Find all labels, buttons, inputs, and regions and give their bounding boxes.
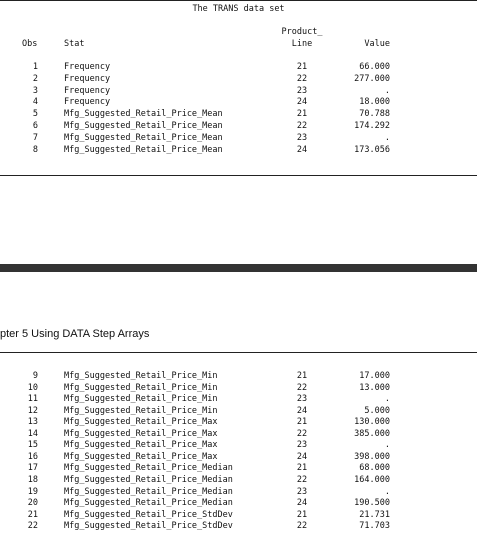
- obs-cell: 7: [32, 132, 38, 143]
- table-row: [0, 475, 477, 487]
- stat-cell: Mfg_Suggested_Retail_Price_Min: [64, 382, 218, 393]
- value-cell: .: [384, 394, 390, 405]
- value-cell: 5.000: [364, 405, 390, 416]
- stat-cell: Mfg_Suggested_Retail_Price_Mean: [64, 132, 223, 143]
- product-line-cell: 21: [296, 62, 308, 72]
- value-cell: 66.000: [359, 62, 390, 72]
- product-line-cell: 22: [296, 521, 308, 532]
- table-row: [0, 487, 477, 499]
- page-bottom-rule: [0, 175, 477, 176]
- stat-cell: Mfg_Suggested_Retail_Price_StdDev: [64, 521, 233, 532]
- product-line-cell: 23: [296, 85, 308, 96]
- table-row: [0, 417, 477, 429]
- stat-cell: Frequency: [64, 62, 111, 72]
- obs-cell: 16: [27, 451, 38, 462]
- value-cell: .: [384, 440, 390, 451]
- value-cell: 174.292: [354, 121, 390, 131]
- obs-cell: 6: [32, 121, 38, 131]
- value-cell: 277.000: [354, 73, 390, 84]
- table-row: [0, 394, 477, 406]
- stat-cell: Frequency: [64, 97, 111, 108]
- stat-cell: Mfg_Suggested_Retail_Price_Max: [64, 440, 218, 451]
- stat-cell: Mfg_Suggested_Retail_Price_Median: [64, 498, 233, 509]
- header-product-line-1: Product_: [281, 27, 323, 37]
- stat-cell: Mfg_Suggested_Retail_Price_Mean: [64, 121, 223, 131]
- product-line-cell: 22: [296, 382, 308, 393]
- product-line-cell: 21: [296, 509, 308, 520]
- table-row: [0, 62, 477, 74]
- value-cell: 18.000: [359, 97, 390, 108]
- table-row: [0, 521, 477, 533]
- product-line-cell: 23: [296, 394, 308, 405]
- value-cell: 13.000: [359, 382, 390, 393]
- top-border: [0, 0, 477, 1]
- page-title: The TRANS data set: [192, 4, 285, 14]
- page-break-band: [0, 264, 477, 272]
- table-row: [0, 86, 477, 98]
- obs-cell: 2: [32, 73, 38, 84]
- product-line-cell: 24: [296, 405, 308, 416]
- value-cell: 17.000: [359, 371, 390, 381]
- product-line-cell: 23: [296, 440, 308, 451]
- table-row: [0, 383, 477, 395]
- value-cell: 164.000: [354, 474, 390, 485]
- product-line-cell: 21: [296, 417, 308, 428]
- stat-cell: Mfg_Suggested_Retail_Price_Median: [64, 486, 233, 497]
- value-cell: .: [384, 85, 390, 96]
- header-obs: Obs: [22, 39, 38, 49]
- chapter-heading: pter 5 Using DATA Step Arrays: [0, 328, 150, 340]
- obs-cell: 22: [27, 521, 38, 532]
- value-cell: 130.000: [354, 417, 390, 428]
- header-stat: Stat: [64, 39, 85, 49]
- value-cell: 68.000: [359, 463, 390, 474]
- table-row: [0, 406, 477, 418]
- table-row: [0, 133, 477, 145]
- stat-cell: Mfg_Suggested_Retail_Price_Min: [64, 371, 218, 381]
- stat-cell: Mfg_Suggested_Retail_Price_Mean: [64, 109, 223, 120]
- table-row: [0, 145, 477, 157]
- stat-cell: Mfg_Suggested_Retail_Price_Mean: [64, 144, 223, 155]
- obs-cell: 11: [27, 394, 38, 405]
- obs-cell: 9: [32, 371, 38, 381]
- product-line-cell: 22: [296, 121, 308, 131]
- table-row: [0, 510, 477, 522]
- obs-cell: 15: [27, 440, 38, 451]
- value-cell: .: [384, 486, 390, 497]
- obs-cell: 4: [32, 97, 38, 108]
- product-line-cell: 22: [296, 73, 308, 84]
- value-cell: 71.703: [359, 521, 390, 532]
- product-line-cell: 22: [296, 428, 308, 439]
- stat-cell: Mfg_Suggested_Retail_Price_Max: [64, 428, 218, 439]
- product-line-cell: 24: [296, 144, 308, 155]
- table-row: [0, 440, 477, 452]
- product-line-cell: 24: [296, 451, 308, 462]
- stat-cell: Mfg_Suggested_Retail_Price_Max: [64, 417, 218, 428]
- product-line-cell: 24: [296, 498, 308, 509]
- obs-cell: 3: [32, 85, 38, 96]
- product-line-cell: 21: [296, 109, 308, 120]
- obs-cell: 8: [32, 144, 38, 155]
- stat-cell: Frequency: [64, 85, 111, 96]
- product-line-cell: 21: [296, 371, 308, 381]
- table-row: [0, 429, 477, 441]
- stat-cell: Frequency: [64, 73, 111, 84]
- obs-cell: 10: [27, 382, 38, 393]
- stat-cell: Mfg_Suggested_Retail_Price_Min: [64, 394, 218, 405]
- obs-cell: 18: [27, 474, 38, 485]
- stat-cell: Mfg_Suggested_Retail_Price_Max: [64, 451, 218, 462]
- obs-cell: 1: [32, 62, 38, 72]
- table-row: [0, 498, 477, 510]
- product-line-cell: 23: [296, 486, 308, 497]
- table-row: [0, 109, 477, 121]
- table-row: [0, 97, 477, 109]
- value-cell: 70.788: [359, 109, 390, 120]
- table-row: [0, 121, 477, 133]
- obs-cell: 13: [27, 417, 38, 428]
- obs-cell: 20: [27, 498, 38, 509]
- value-cell: 21.731: [359, 509, 390, 520]
- stat-cell: Mfg_Suggested_Retail_Price_StdDev: [64, 509, 233, 520]
- value-cell: 173.056: [354, 144, 390, 155]
- product-line-cell: 21: [296, 463, 308, 474]
- obs-cell: 12: [27, 405, 38, 416]
- stat-cell: Mfg_Suggested_Retail_Price_Median: [64, 463, 233, 474]
- value-cell: 385.000: [354, 428, 390, 439]
- value-cell: 190.500: [354, 498, 390, 509]
- table-row: [0, 463, 477, 475]
- header-product-line-2: Line: [291, 39, 313, 49]
- table-row: [0, 74, 477, 86]
- product-line-cell: 24: [296, 97, 308, 108]
- value-cell: .: [384, 132, 390, 143]
- table-row: [0, 371, 477, 383]
- header-value: Value: [364, 39, 390, 49]
- chapter-rule: [0, 352, 477, 353]
- product-line-cell: 23: [296, 132, 308, 143]
- obs-cell: 19: [27, 486, 38, 497]
- obs-cell: 17: [27, 463, 38, 474]
- obs-cell: 21: [27, 509, 38, 520]
- value-cell: 398.000: [354, 451, 390, 462]
- obs-cell: 5: [32, 109, 38, 120]
- table-row: [0, 452, 477, 464]
- product-line-cell: 22: [296, 474, 308, 485]
- stat-cell: Mfg_Suggested_Retail_Price_Min: [64, 405, 218, 416]
- obs-cell: 14: [27, 428, 38, 439]
- stat-cell: Mfg_Suggested_Retail_Price_Median: [64, 474, 233, 485]
